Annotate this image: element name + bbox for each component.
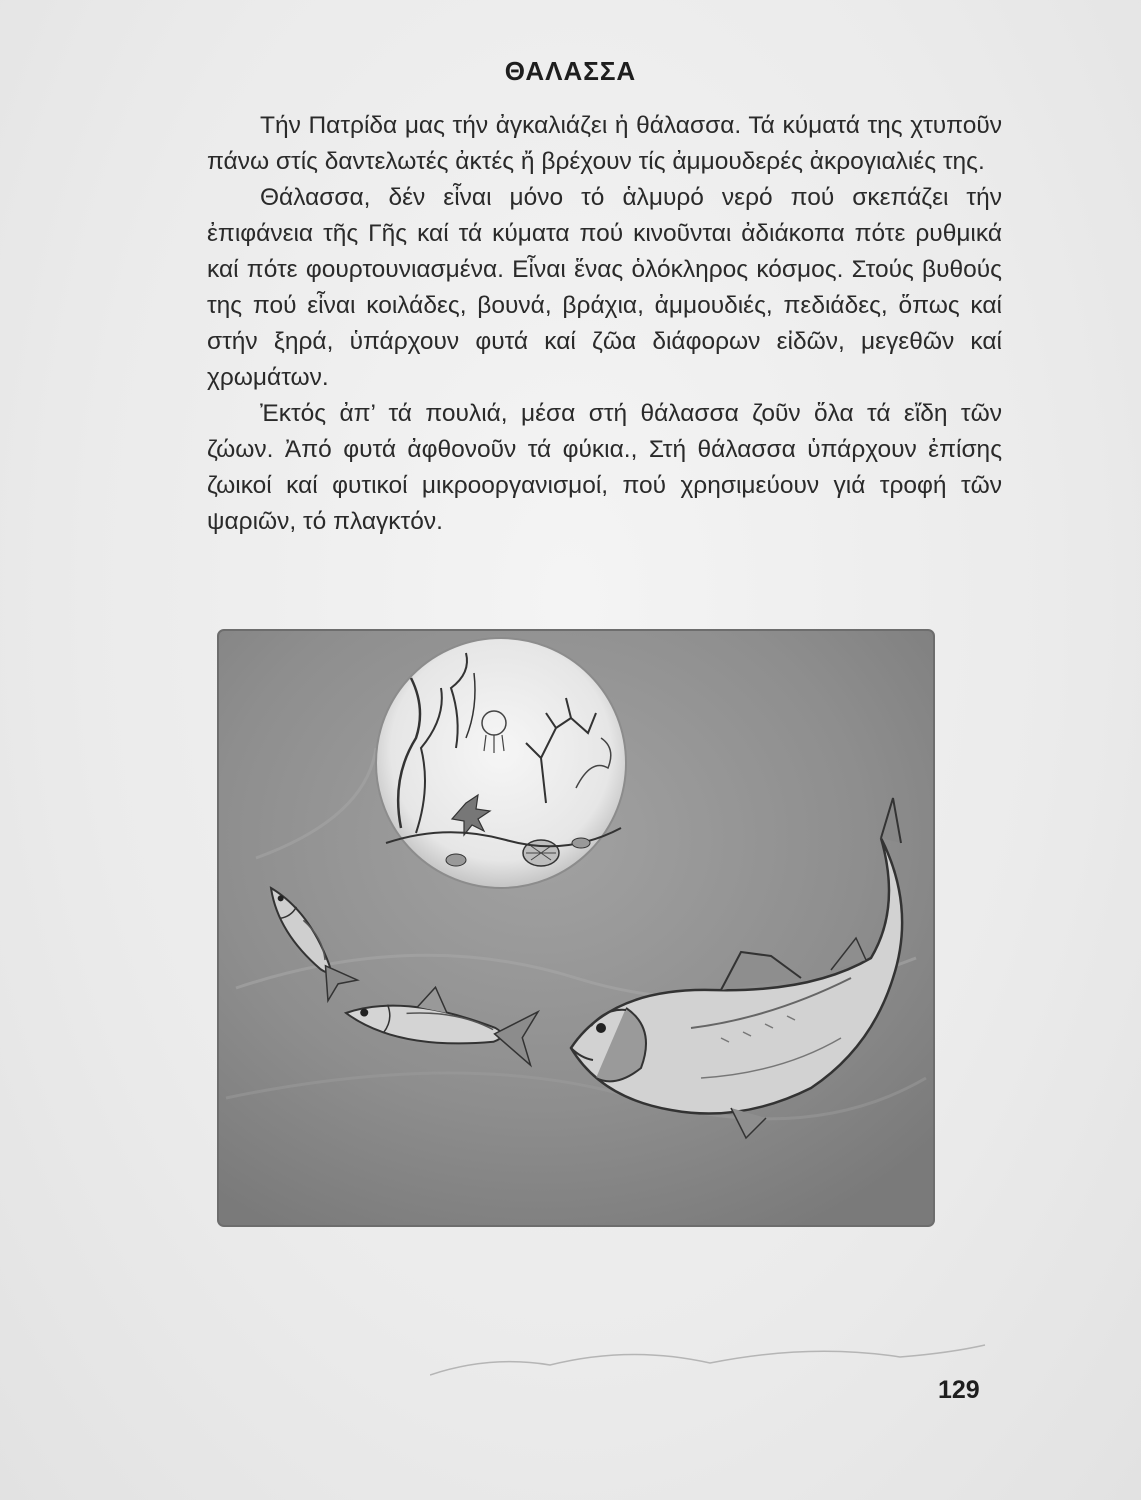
paper-tear-mark bbox=[430, 1335, 990, 1395]
sea-illustration bbox=[216, 628, 936, 1228]
page-title: ΘΑΛΑΣΣΑ bbox=[504, 56, 637, 86]
body-text bbox=[207, 108, 1002, 540]
paragraph-2: Θάλασσα, δέν εἶναι μόνο τό ἁλμυρό νερό πού σκεπάζει τήν ἐπιφάνεια τῆς Γῆς καί τά κύματα πού κινοῦνται ἀδιάκοπα πότε ρυθμικά καί πότε φουρτουνιασμένα. Εἶναι ἕνας ὁλόκληρος κόσμος. Στούς βυθούς της πού εἶναι κοιλάδες, βουνά, βράχια, ἀμμουδιές, πεδιάδες, ὅπως καί στήν ξηρά, ὑπάρχουν φυτά καί ζῶα διάφορων εἰδῶν, μεγεθῶν καί χρωμάτων. bbox=[207, 184, 1002, 391]
paragraph-1: Τήν Πατρίδα μας τήν ἀγκαλιάζει ἡ θάλασσα. Τά κύματά της χτυποῦν πάνω στίς δαντελωτές ἀκτές ἤ βρέχουν τίς ἀμμουδερές ἀκρογιαλιές της. bbox=[207, 112, 1002, 175]
paragraph-3: Ἐκτός ἀπ’ τά πουλιά, μέσα στή θάλασσα ζοῦν ὅλα τά εἴδη τῶν ζώων. Ἀπό φυτά ἀφθονοῦν τά φύκια., Στή θάλασσα ὑπάρχουν ἐπίσης ζωικοί καί φυτικοί μικροοργανισμοί, πού χρησιμεύουν γιά τροφή τῶν ψαριῶν, τό πλαγκτόν. bbox=[207, 400, 1002, 535]
page-number: 129 bbox=[938, 1376, 980, 1404]
magnified-seabed-bubble bbox=[376, 638, 626, 888]
